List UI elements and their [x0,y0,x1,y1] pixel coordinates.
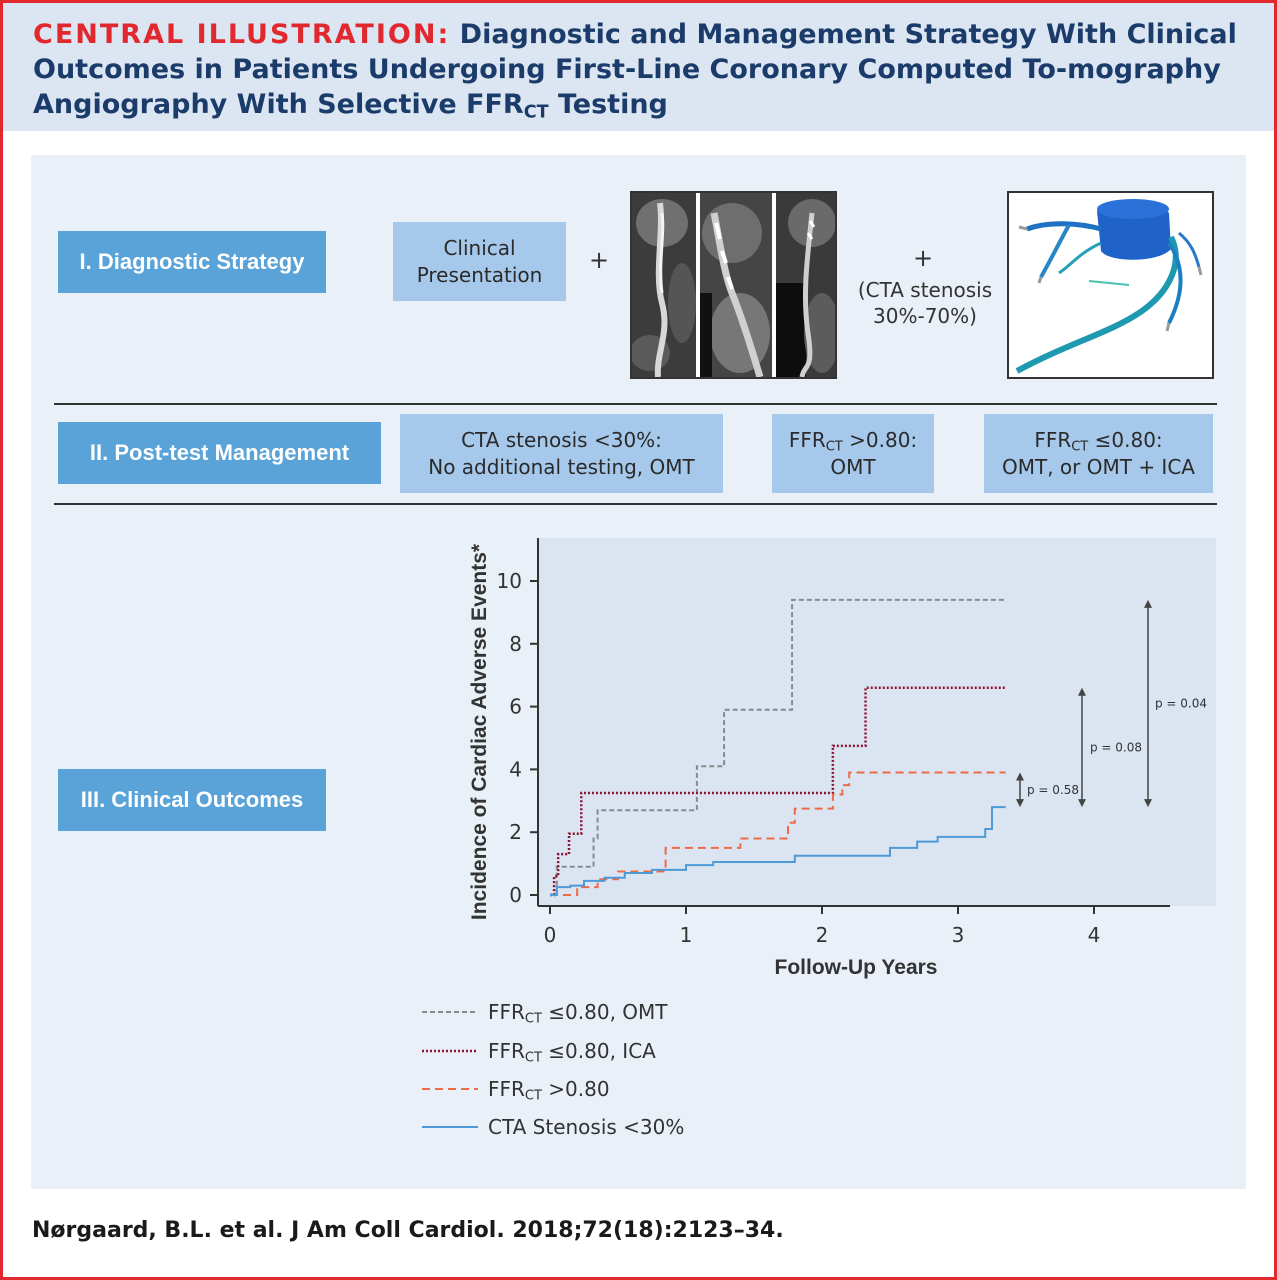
legend-label-4: CTA Stenosis <30% [488,1115,685,1139]
legend-item-cta-low [420,1112,684,1142]
legend-item-ffrct-high [420,1074,610,1104]
box2-prefix: FFR [788,427,826,452]
post-test-management-label [58,422,381,484]
x-tick-label: 1 [679,923,693,947]
legend2-prefix: FFR [488,1039,525,1063]
clinical-presentation-box [393,222,566,301]
legend-swatch-ffrct-high [420,1086,480,1092]
p-value-label-2: p = 0.08 [1090,740,1143,755]
box2-sub: CT [825,438,843,454]
clinical-outcomes-label [58,769,326,831]
y-tick-label: 2 [509,820,522,845]
legend-label-1 [488,1000,668,1027]
legend-swatch-ffrct-low-ica [420,1048,480,1054]
title-lead: CENTRAL ILLUSTRATION: [33,19,451,50]
divider-1 [54,403,1217,405]
title-text-part1: Diagnostic and Management Strategy With Clinical Outcomes in Patients Undergoing First-Line Coronary Computed To-mography Angiography With Selective FFR [33,19,1237,120]
cta-stenosis-low-box [400,414,723,493]
cta-range-line1: (CTA stenosis [857,278,993,302]
divider-2 [54,503,1217,505]
box1-line1: CTA stenosis <30%: [461,427,662,452]
legend-label-2 [488,1039,656,1066]
ffrct-coronary-tree-image [1007,191,1214,379]
clinical-outcomes-text: III. Clinical Outcomes [80,787,304,812]
x-tick-label: 0 [543,923,557,947]
legend-item-ffrct-low-ica [420,1036,656,1066]
post-test-management-text: II. Post-test Management [89,440,350,465]
plus-sign-1: + [589,246,610,274]
legend1-sub: CT [524,1011,542,1027]
box1-line2: No additional testing, OMT [428,454,695,479]
kaplan-meier-chart [430,520,1230,990]
y-tick-label: 0 [509,883,522,907]
plot-area [538,538,1216,906]
box3-sub: CT [1071,438,1089,454]
title-text-part2: Testing [548,89,668,120]
diagnostic-strategy-label [58,231,326,293]
legend-swatch-cta-low [420,1124,480,1130]
box3-suffix: ≤0.80: [1088,427,1163,452]
coronary-cta-graphic [632,193,835,377]
page-title [33,17,1253,122]
ffrct-high-box [772,414,934,493]
coronary-cta-image [630,191,837,379]
citation: Nørgaard, B.L. et al. J Am Coll Cardiol. 2018;72(18):2123–34. [32,1218,784,1243]
legend2-suffix: ≤0.80, ICA [541,1039,656,1063]
y-tick-label: 10 [496,569,522,593]
coronary-tree-graphic [1009,193,1212,377]
legend1-suffix: ≤0.80, OMT [541,1000,668,1024]
header-band [3,3,1274,131]
box3-line2: OMT, or OMT + ICA [1002,454,1195,479]
y-axis-label: Incidence of Cardiac Adverse Events* [468,543,491,921]
y-tick-label: 4 [509,757,522,782]
x-tick-label: 2 [815,923,829,947]
legend2-sub: CT [524,1050,542,1066]
p-value-label-3: p = 0.04 [1155,696,1208,711]
legend3-sub: CT [524,1088,542,1104]
box3-line1 [1034,427,1162,454]
legend-swatch-ffrct-low-omt [420,1009,480,1015]
title-subscript: CT [523,102,549,123]
box2-suffix: >0.80: [842,427,918,452]
box3-prefix: FFR [1034,427,1072,452]
p-value-label-1: p = 0.58 [1027,782,1080,797]
box2-line2: OMT [830,454,876,479]
box2-line1 [789,427,917,454]
x-axis-label: Follow-Up Years [774,956,938,979]
x-tick-label: 4 [1087,923,1101,947]
clinical-line1: Clinical [443,235,516,260]
legend3-suffix: >0.80 [541,1077,610,1101]
cta-range-line2: 30%-70%) [873,304,977,328]
y-tick-label: 8 [509,631,522,656]
diagnostic-strategy-text: I. Diagnostic Strategy [79,249,305,274]
legend3-prefix: FFR [488,1077,525,1101]
clinical-line2: Presentation [416,262,543,287]
x-tick-label: 3 [951,923,965,947]
y-tick-label: 6 [509,694,522,719]
ffrct-low-box [984,414,1213,493]
legend-item-ffrct-low-omt [420,997,668,1027]
legend1-prefix: FFR [488,1000,525,1024]
legend-label-3 [488,1077,610,1104]
cta-stenosis-range [850,277,1000,329]
plus-sign-2: + [913,244,934,272]
